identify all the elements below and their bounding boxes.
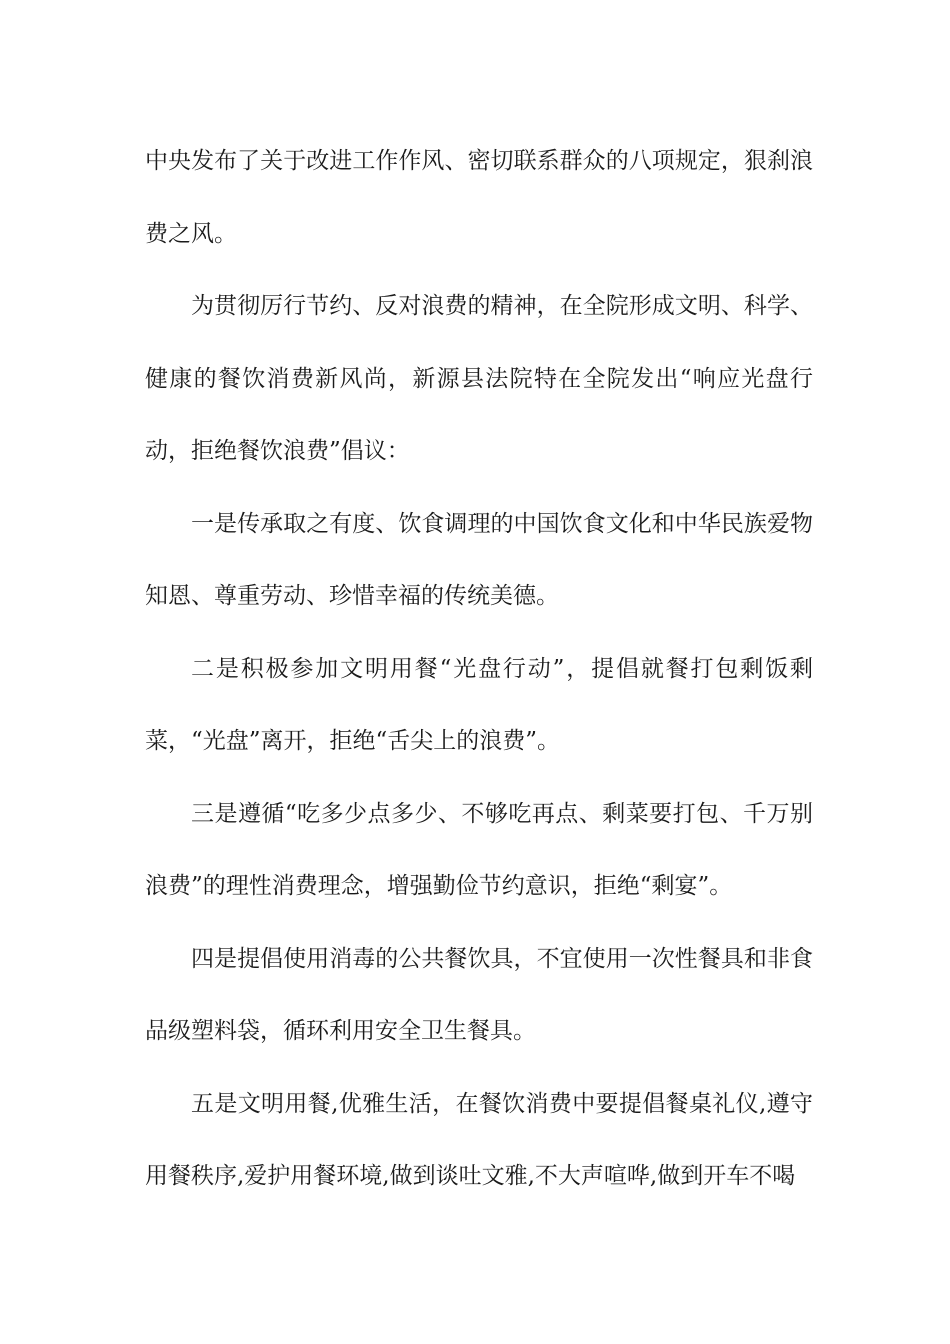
document-body bbox=[145, 125, 813, 1213]
paragraph-item-4: 四是提倡使用消毒的公共餐饮具，不宜使用一次性餐具和非食品级塑料袋，循环利用安全卫生餐具。 bbox=[145, 945, 813, 1044]
paragraph-continuation: 中央发布了关于改进工作作风、密切联系群众的八项规定，狠刹浪费之风。 bbox=[145, 148, 813, 247]
paragraph-item-5: 五是文明用餐,优雅生活，在餐饮消费中要提倡餐桌礼仪,遵守用餐秩序,爱护用餐环境,做到谈吐文雅,不大声喧哗,做到开车不喝 bbox=[145, 1090, 813, 1189]
paragraph-item-2: 二是积极参加文明用餐“光盘行动”，提倡就餐打包剩饭剩菜，“光盘”离开，拒绝“舌尖上的浪费”。 bbox=[145, 655, 813, 754]
paragraph-intro: 为贯彻厉行节约、反对浪费的精神，在全院形成文明、科学、健康的餐饮消费新风尚，新源县法院特在全院发出“响应光盘行动，拒绝餐饮浪费”倡议： bbox=[145, 293, 813, 464]
paragraph-item-1: 一是传承取之有度、饮食调理的中国饮食文化和中华民族爱物知恩、尊重劳动、珍惜幸福的传统美德。 bbox=[145, 510, 813, 609]
paragraph-item-3: 三是遵循“吃多少点多少、不够吃再点、剩菜要打包、千万别浪费”的理性消费理念，增强勤俭节约意识，拒绝“剩宴”。 bbox=[145, 800, 813, 899]
